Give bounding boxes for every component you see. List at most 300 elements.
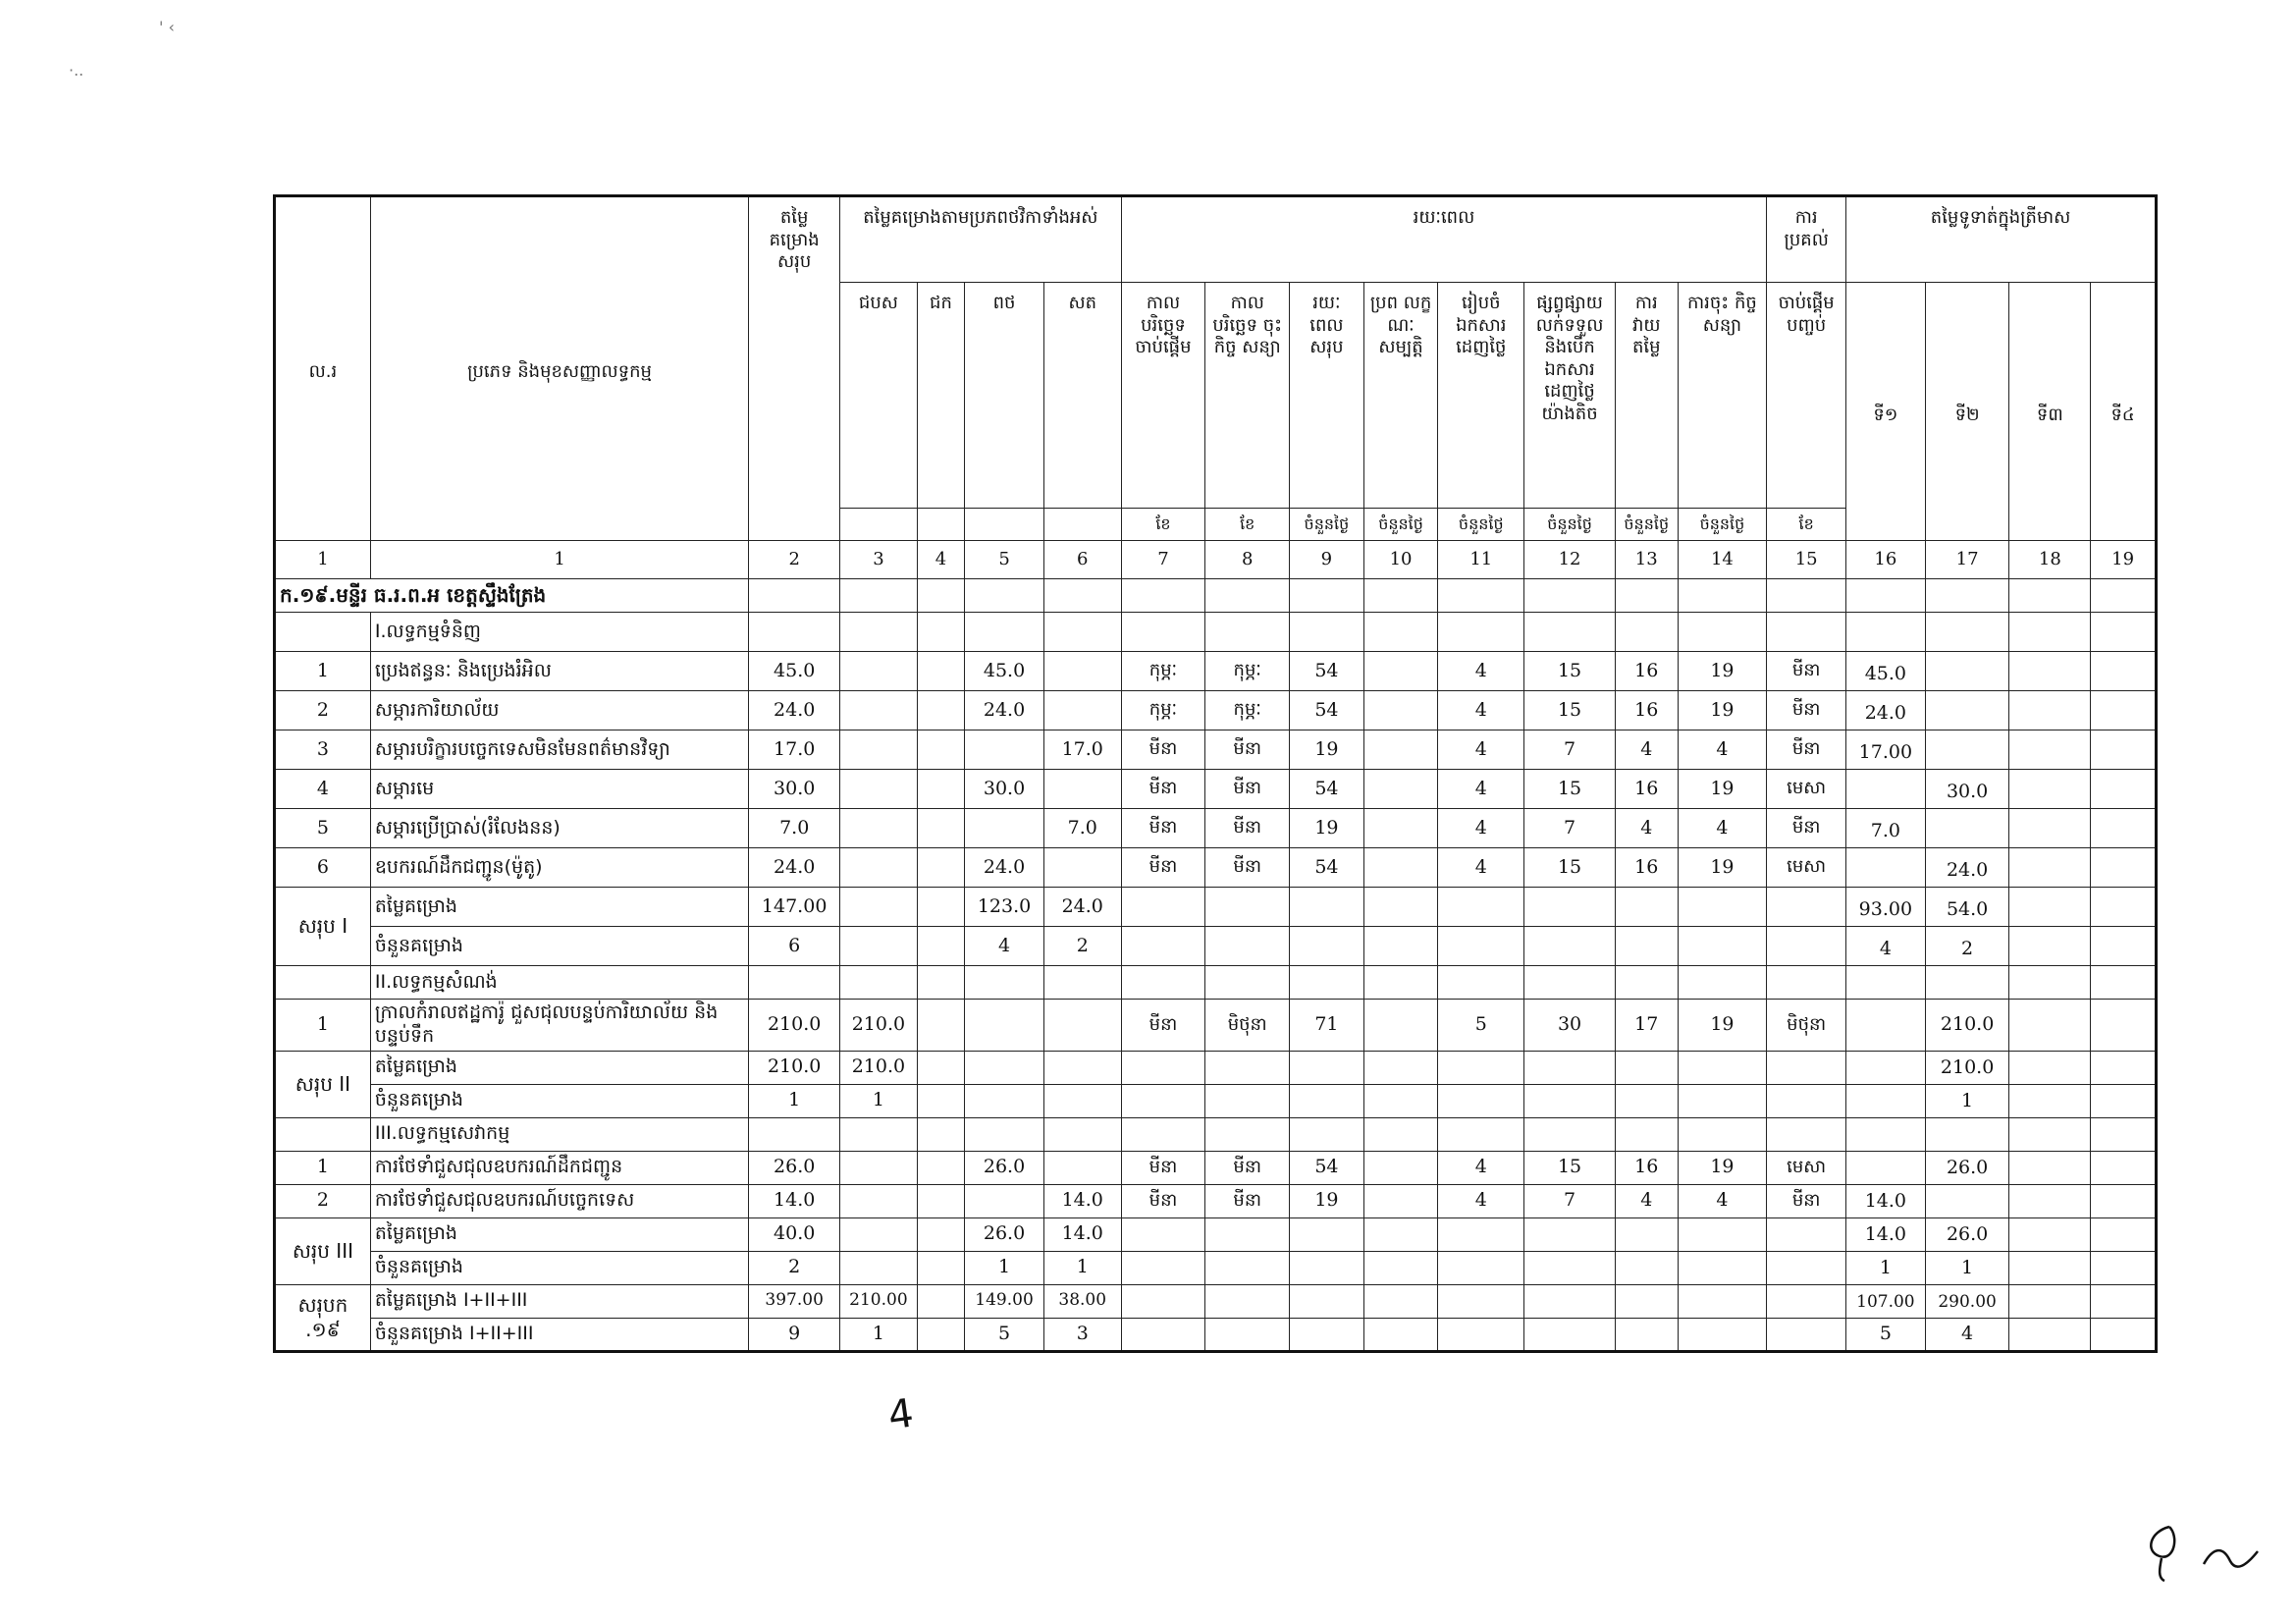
s1-cost-q2: 54.0	[1925, 888, 2009, 927]
row-days-publish: 15	[1524, 691, 1616, 730]
group-header-time: រយៈពេល	[1121, 196, 1767, 283]
unit-cell: ខែ	[1121, 509, 1205, 541]
row-src-jk	[917, 730, 964, 770]
row-contract-month: មិថុនា	[1205, 1000, 1290, 1052]
row-number: 1	[275, 1000, 371, 1052]
row-src-jk	[917, 691, 964, 730]
row-days-contract: 19	[1678, 848, 1767, 888]
row-src-jbs	[840, 1184, 918, 1217]
col-header-time-6: ផ្សព្វផ្សាយ លក់ទទួល និងបើក ឯកសារ ដេញថ្លៃ យ៉ាងតិច	[1524, 283, 1616, 509]
row-contract-month: មីនា	[1205, 770, 1290, 809]
row-q2	[1925, 652, 2009, 691]
row-contract-month: មីនា	[1205, 1151, 1290, 1184]
row-q3	[2009, 652, 2091, 691]
row-days-contract: 4	[1678, 1184, 1767, 1217]
unit-cell	[965, 509, 1044, 541]
row-days-evaluate: 4	[1615, 730, 1678, 770]
row-item-name: ប្រេងឥន្ធនៈ និងប្រេងរំអិល	[370, 652, 748, 691]
row-days-prepare: 4	[1438, 1184, 1524, 1217]
row-q2	[1925, 809, 2009, 848]
row-src-pt	[965, 809, 1044, 848]
col-header-src-2: ជក	[917, 283, 964, 509]
row-src-jbs	[840, 809, 918, 848]
row-days-qualify	[1363, 730, 1438, 770]
unit-cell: ចំនួនថ្ងៃ	[1524, 509, 1616, 541]
section-title-services: III.លទ្ធកម្មសេវាកម្ម	[370, 1117, 748, 1151]
row-q4	[2091, 1151, 2157, 1184]
col-header-deliver: ចាប់ផ្តើម បញ្ចប់	[1767, 283, 1846, 509]
s3-total-cost-row	[275, 1217, 2157, 1251]
row-days-qualify	[1363, 809, 1438, 848]
row-days-contract: 19	[1678, 1000, 1767, 1052]
s1-count-total: 6	[749, 927, 840, 966]
s2-total-cost-row	[275, 1051, 2157, 1084]
grand-total-label-1: សរុបក	[297, 1292, 348, 1317]
grand-count-jbs: 1	[840, 1318, 918, 1351]
grand-cost-st: 38.00	[1043, 1284, 1121, 1318]
row-days-evaluate: 17	[1615, 1000, 1678, 1052]
row-src-st	[1043, 848, 1121, 888]
row-days-publish: 7	[1524, 730, 1616, 770]
col-header-time-5: រៀបចំ ឯកសារ ដេញថ្លៃ	[1438, 283, 1524, 509]
row-total: 14.0	[749, 1184, 840, 1217]
unit-cell	[917, 509, 964, 541]
col-header-no: ល.រ	[275, 196, 371, 541]
unit-cell: ចំនួនថ្ងៃ	[1615, 509, 1678, 541]
s1-cost-label: តម្លៃគម្រោង	[370, 888, 748, 927]
row-contract-month: មីនា	[1205, 1184, 1290, 1217]
row-total: 45.0	[749, 652, 840, 691]
row-days-qualify	[1363, 1184, 1438, 1217]
row-start-month: មីនា	[1121, 730, 1205, 770]
row-src-jk	[917, 1151, 964, 1184]
grand-count-st: 3	[1043, 1318, 1121, 1351]
unit-cell	[1043, 509, 1121, 541]
row-number: 2	[275, 691, 371, 730]
row-days-evaluate: 16	[1615, 691, 1678, 730]
row-deliver-month: មេសា	[1767, 1151, 1846, 1184]
row-days-prepare: 4	[1438, 652, 1524, 691]
row-days-evaluate: 16	[1615, 1151, 1678, 1184]
row-days-publish: 15	[1524, 848, 1616, 888]
row-q2: 30.0	[1925, 770, 2009, 809]
row-q1: 14.0	[1846, 1184, 1926, 1217]
grand-count-label: ចំនួនគម្រោង I+II+III	[370, 1318, 748, 1351]
s2-cost-total: 210.0	[749, 1051, 840, 1084]
row-q2: 210.0	[1925, 1000, 2009, 1052]
row-src-st	[1043, 691, 1121, 730]
row-days-qualify	[1363, 770, 1438, 809]
row-src-st: 14.0	[1043, 1184, 1121, 1217]
unit-cell: ចំនួនថ្ងៃ	[1363, 509, 1438, 541]
row-days-publish: 15	[1524, 652, 1616, 691]
row-deliver-month: មីនា	[1767, 652, 1846, 691]
row-start-month: មីនា	[1121, 809, 1205, 848]
col-number: 12	[1524, 541, 1616, 579]
row-item-name: ក្រាលកំរាលឥដ្ឋការ៉ូ ជួសជុលបន្ទប់ការិយាល័យ និងបន្ទប់ទឹក	[370, 1000, 748, 1052]
row-q4	[2091, 652, 2157, 691]
unit-cell: ចំនួនថ្ងៃ	[1438, 509, 1524, 541]
page-number: 4	[884, 1390, 917, 1439]
s3-cost-q2: 26.0	[1925, 1217, 2009, 1251]
row-days-total: 54	[1290, 848, 1364, 888]
row-src-pt: 24.0	[965, 691, 1044, 730]
col-header-src-3: ពថ	[965, 283, 1044, 509]
col-header-q2: ទី២	[1925, 283, 2009, 541]
row-src-jk	[917, 1184, 964, 1217]
row-number: 1	[275, 1151, 371, 1184]
row-contract-month: មីនា	[1205, 730, 1290, 770]
row-start-month: មីនា	[1121, 1184, 1205, 1217]
row-src-jbs	[840, 730, 918, 770]
col-number: 11	[1438, 541, 1524, 579]
grand-cost-q1: 107.00	[1846, 1284, 1926, 1318]
row-q1	[1846, 770, 1926, 809]
col-number: 16	[1846, 541, 1926, 579]
row-q4	[2091, 770, 2157, 809]
s1-count-q2: 2	[1925, 927, 2009, 966]
section-title-construction: II.លទ្ធកម្មសំណង់	[370, 966, 748, 1000]
table-row	[275, 848, 2157, 888]
group-header-quarter: តម្លៃទូទាត់ក្នុងត្រីមាស	[1846, 196, 2157, 283]
row-days-qualify	[1363, 652, 1438, 691]
row-q1	[1846, 848, 1926, 888]
row-src-pt: 24.0	[965, 848, 1044, 888]
row-q1: 45.0	[1846, 652, 1926, 691]
col-number: 18	[2009, 541, 2091, 579]
col-number: 3	[840, 541, 918, 579]
s1-count-st: 2	[1043, 927, 1121, 966]
row-q2: 26.0	[1925, 1151, 2009, 1184]
section-3-rows	[275, 1151, 2157, 1217]
row-number: 4	[275, 770, 371, 809]
s1-cost-pt: 123.0	[965, 888, 1044, 927]
s2-total-count-row	[275, 1084, 2157, 1117]
row-days-evaluate: 16	[1615, 848, 1678, 888]
row-q1: 17.00	[1846, 730, 1926, 770]
row-item-name: សម្ភារមេ	[370, 770, 748, 809]
row-days-contract: 4	[1678, 809, 1767, 848]
row-q4	[2091, 848, 2157, 888]
grand-cost-q2: 290.00	[1925, 1284, 2009, 1318]
row-q4	[2091, 730, 2157, 770]
section-2-title-row	[275, 966, 2157, 1000]
row-total: 24.0	[749, 848, 840, 888]
col-number: 2	[749, 541, 840, 579]
row-src-jbs	[840, 770, 918, 809]
col-number: 10	[1363, 541, 1438, 579]
row-start-month: មីនា	[1121, 1151, 1205, 1184]
grand-count-q2: 4	[1925, 1318, 2009, 1351]
col-header-time-3: រយៈ ពេល សរុប	[1290, 283, 1364, 509]
row-start-month: កុម្ភៈ	[1121, 691, 1205, 730]
column-number-row	[275, 541, 2157, 579]
s2-count-q2: 1	[1925, 1084, 2009, 1117]
grand-count-total: 9	[749, 1318, 840, 1351]
s3-count-q2: 1	[1925, 1251, 2009, 1284]
col-header-total-l3: សរុប	[777, 251, 812, 272]
col-header-time-1: កាល បរិច្ឆេទ ចាប់ផ្តើម	[1121, 283, 1205, 509]
row-src-pt: 26.0	[965, 1151, 1044, 1184]
col-header-total-l2: គម្រោង	[769, 229, 820, 250]
row-days-contract: 4	[1678, 730, 1767, 770]
row-number: 5	[275, 809, 371, 848]
row-days-contract: 19	[1678, 1151, 1767, 1184]
row-total: 24.0	[749, 691, 840, 730]
s3-cost-st: 14.0	[1043, 1217, 1121, 1251]
table-row	[275, 1151, 2157, 1184]
col-header-time-2: កាល បរិច្ឆេទ ចុះកិច្ច សន្យា	[1205, 283, 1290, 509]
row-src-pt	[965, 730, 1044, 770]
row-days-prepare: 4	[1438, 809, 1524, 848]
col-number: 1	[370, 541, 748, 579]
s3-cost-pt: 26.0	[965, 1217, 1044, 1251]
s3-count-total: 2	[749, 1251, 840, 1284]
col-header-time-4: ប្រព លក្ខ ណៈ សម្បត្តិ	[1363, 283, 1438, 509]
row-deliver-month: មិថុនា	[1767, 1000, 1846, 1052]
s1-count-label: ចំនួនគម្រោង	[370, 927, 748, 966]
col-number: 13	[1615, 541, 1678, 579]
row-deliver-month: មេសា	[1767, 770, 1846, 809]
row-days-total: 54	[1290, 691, 1364, 730]
col-header-time-7: ការ វាយ តម្លៃ	[1615, 283, 1678, 509]
row-days-total: 54	[1290, 652, 1364, 691]
s1-cost-total: 147.00	[749, 888, 840, 927]
col-number: 9	[1290, 541, 1364, 579]
row-start-month: កុម្ភៈ	[1121, 652, 1205, 691]
row-item-name: ឧបករណ៍ដឹកជញ្ជូន(ម៉ូតូ)	[370, 848, 748, 888]
row-number: 1	[275, 652, 371, 691]
row-src-jbs	[840, 652, 918, 691]
row-contract-month: មីនា	[1205, 848, 1290, 888]
row-src-jk	[917, 848, 964, 888]
row-days-prepare: 4	[1438, 848, 1524, 888]
row-src-jk	[917, 809, 964, 848]
row-q2: 24.0	[1925, 848, 2009, 888]
row-days-evaluate: 16	[1615, 652, 1678, 691]
col-number: 5	[965, 541, 1044, 579]
col-number: 4	[917, 541, 964, 579]
s3-count-pt: 1	[965, 1251, 1044, 1284]
row-src-jk	[917, 770, 964, 809]
row-start-month: មីនា	[1121, 1000, 1205, 1052]
table-row	[275, 809, 2157, 848]
entity-title: ក.១៩.មន្ទីរ ធ.រ.ព.អ ខេត្តស្ទឹងត្រែង	[275, 579, 749, 613]
row-total: 7.0	[749, 809, 840, 848]
unit-cell: ចំនួនថ្ងៃ	[1290, 509, 1364, 541]
row-days-publish: 15	[1524, 770, 1616, 809]
col-number: 19	[2091, 541, 2157, 579]
grand-total-count-row	[275, 1318, 2157, 1351]
row-src-pt: 30.0	[965, 770, 1044, 809]
grand-cost-label: តម្លៃគម្រោង I+II+III	[370, 1284, 748, 1318]
s2-total-label: សរុប II	[275, 1051, 371, 1117]
s2-cost-jbs: 210.0	[840, 1051, 918, 1084]
col-header-src-4: សត	[1043, 283, 1121, 509]
col-header-total-l1: តម្លៃ	[779, 207, 809, 228]
row-number: 6	[275, 848, 371, 888]
row-contract-month: មីនា	[1205, 809, 1290, 848]
scan-mark-top: ' ‹	[159, 18, 175, 36]
grand-total-label	[275, 1284, 371, 1351]
row-item-name: ការថែទាំជួសជុលឧបករណ៍ដឹកជញ្ជូន	[370, 1151, 748, 1184]
s3-total-label: សរុប III	[275, 1217, 371, 1284]
handwritten-signature	[2140, 1507, 2277, 1586]
col-header-type: ប្រភេទ និងមុខសញ្ញាលទ្ធកម្ម	[370, 196, 748, 541]
row-days-contract: 19	[1678, 652, 1767, 691]
row-days-total: 19	[1290, 809, 1364, 848]
col-number: 17	[1925, 541, 2009, 579]
row-days-total: 19	[1290, 1184, 1364, 1217]
col-header-q3: ទី៣	[2009, 283, 2091, 541]
row-src-jbs	[840, 691, 918, 730]
row-total: 17.0	[749, 730, 840, 770]
row-days-publish: 15	[1524, 1151, 1616, 1184]
row-src-jk	[917, 652, 964, 691]
grand-count-pt: 5	[965, 1318, 1044, 1351]
s1-total-count-row	[275, 927, 2157, 966]
scan-mark-left: ·..	[69, 61, 84, 80]
row-q3	[2009, 848, 2091, 888]
row-q1	[1846, 1151, 1926, 1184]
row-q2	[1925, 691, 2009, 730]
row-deliver-month: មីនា	[1767, 730, 1846, 770]
row-q1: 7.0	[1846, 809, 1926, 848]
row-deliver-month: មេសា	[1767, 848, 1846, 888]
row-q3	[2009, 770, 2091, 809]
row-days-prepare: 4	[1438, 770, 1524, 809]
col-number: 8	[1205, 541, 1290, 579]
row-days-total: 54	[1290, 770, 1364, 809]
row-days-publish: 7	[1524, 809, 1616, 848]
row-item-name: សម្ភារការិយាល័យ	[370, 691, 748, 730]
grand-cost-total: 397.00	[749, 1284, 840, 1318]
row-q1: 24.0	[1846, 691, 1926, 730]
s3-cost-total: 40.0	[749, 1217, 840, 1251]
s3-cost-q1: 14.0	[1846, 1217, 1926, 1251]
row-deliver-month: មីនា	[1767, 1184, 1846, 1217]
s1-total-label: សរុប I	[275, 888, 371, 966]
table-row	[275, 652, 2157, 691]
row-src-st	[1043, 1151, 1121, 1184]
header-row-1	[275, 196, 2157, 283]
row-days-contract: 19	[1678, 770, 1767, 809]
table-row	[275, 691, 2157, 730]
row-days-qualify	[1363, 1151, 1438, 1184]
grand-total-label-2: .១៩	[305, 1317, 341, 1341]
grand-cost-pt: 149.00	[965, 1284, 1044, 1318]
row-q3	[2009, 691, 2091, 730]
col-header-q4: ទី៤	[2091, 283, 2157, 541]
s2-count-jbs: 1	[840, 1084, 918, 1117]
s2-count-total: 1	[749, 1084, 840, 1117]
col-header-q1: ទី១	[1846, 283, 1926, 541]
col-number: 14	[1678, 541, 1767, 579]
row-item-name: សម្ភារប្រើប្រាស់(រំលែងនន)	[370, 809, 748, 848]
row-days-evaluate: 4	[1615, 1184, 1678, 1217]
row-days-prepare: 4	[1438, 730, 1524, 770]
grand-total-cost-row	[275, 1284, 2157, 1318]
row-src-st: 17.0	[1043, 730, 1121, 770]
row-days-qualify	[1363, 848, 1438, 888]
s1-count-pt: 4	[965, 927, 1044, 966]
grand-count-q1: 5	[1846, 1318, 1926, 1351]
s2-count-label: ចំនួនគម្រោង	[370, 1084, 748, 1117]
row-src-jbs	[840, 848, 918, 888]
grand-cost-jbs: 210.00	[840, 1284, 918, 1318]
s3-count-label: ចំនួនគម្រោង	[370, 1251, 748, 1284]
col-number: 15	[1767, 541, 1846, 579]
section-title-goods: I.លទ្ធកម្មទំនិញ	[370, 613, 748, 652]
col-number: 7	[1121, 541, 1205, 579]
s3-cost-label: តម្លៃគម្រោង	[370, 1217, 748, 1251]
row-contract-month: កុម្ភៈ	[1205, 652, 1290, 691]
unit-cell	[840, 509, 918, 541]
row-src-st	[1043, 652, 1121, 691]
row-days-prepare: 4	[1438, 691, 1524, 730]
row-q2	[1925, 730, 2009, 770]
row-q3	[2009, 1184, 2091, 1217]
s1-count-q1: 4	[1846, 927, 1926, 966]
entity-title-row	[275, 579, 2157, 613]
s3-count-q1: 1	[1846, 1251, 1926, 1284]
group-header-source: តម្លៃគម្រោងតាមប្រភពថវិកាទាំងអស់	[840, 196, 1122, 283]
row-days-total: 71	[1290, 1000, 1364, 1052]
row-start-month: មីនា	[1121, 848, 1205, 888]
row-number: 2	[275, 1184, 371, 1217]
row-q3	[2009, 809, 2091, 848]
col-number: 6	[1043, 541, 1121, 579]
row-src-jbs	[840, 1151, 918, 1184]
s1-total-cost-row	[275, 888, 2157, 927]
section-1-rows	[275, 652, 2157, 888]
s1-cost-st: 24.0	[1043, 888, 1121, 927]
row-q4	[2091, 1184, 2157, 1217]
row-days-contract: 19	[1678, 691, 1767, 730]
row-days-evaluate: 4	[1615, 809, 1678, 848]
s2-cost-label: តម្លៃគម្រោង	[370, 1051, 748, 1084]
procurement-plan-table	[273, 194, 2158, 1353]
unit-cell: ចំនួនថ្ងៃ	[1678, 509, 1767, 541]
col-header-total	[749, 196, 840, 541]
table-row	[275, 1000, 2157, 1052]
col-header-time-8: ការចុះ កិច្ចសន្យា	[1678, 283, 1767, 509]
table-row	[275, 770, 2157, 809]
row-src-st	[1043, 770, 1121, 809]
row-days-total: 54	[1290, 1151, 1364, 1184]
row-item-name: សម្ភារបរិក្ខារបច្ចេកទេសមិនមែនពត៌មានវិទ្យា	[370, 730, 748, 770]
row-days-publish: 7	[1524, 1184, 1616, 1217]
row-days-prepare: 4	[1438, 1151, 1524, 1184]
row-src-st: 7.0	[1043, 809, 1121, 848]
col-number: 1	[275, 541, 371, 579]
row-start-month: មីនា	[1121, 770, 1205, 809]
s3-count-st: 1	[1043, 1251, 1121, 1284]
row-src-pt: 45.0	[965, 652, 1044, 691]
row-contract-month: កុម្ភៈ	[1205, 691, 1290, 730]
row-number: 3	[275, 730, 371, 770]
section-3-title-row	[275, 1117, 2157, 1151]
col-header-src-1: ជបស	[840, 283, 918, 509]
row-deliver-month: មីនា	[1767, 691, 1846, 730]
row-days-publish: 30	[1524, 1000, 1616, 1052]
row-total: 26.0	[749, 1151, 840, 1184]
section-1-title-row	[275, 613, 2157, 652]
row-src-pt	[965, 1184, 1044, 1217]
row-days-total: 19	[1290, 730, 1364, 770]
row-days-qualify	[1363, 691, 1438, 730]
row-q3	[2009, 730, 2091, 770]
